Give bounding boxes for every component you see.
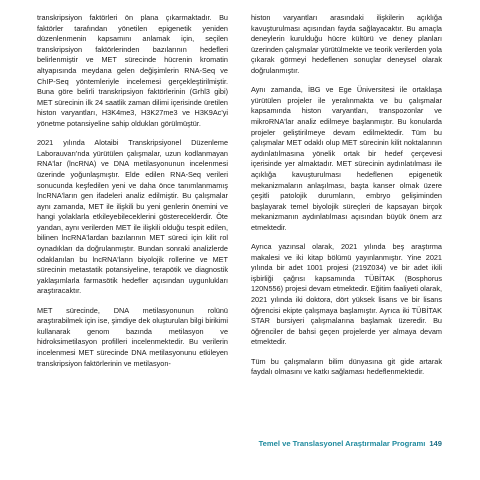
right-column — [251, 13, 442, 386]
page-number: 149 — [429, 439, 442, 448]
body-paragraph: 2021 yılında Alotaibi Transkripsiyonel Düzenleme Laborauvarı'nda yürütülen çalışmalar, uzun kodlanmayan RNA'lar (lncRNA) ve DNA metilasyonunun incelenmesi üzerinde yoğunlaşmıştır. Elde edilen RNA-Seq verileri sonucunda keşfedilen yeni ve daha önce tanımlanmamış lncRNA'ların gen ifadeleri analiz edilmiştir. Bu çalışmalar aynı zamanda, MET ile ilişkili bu yeni genlerin önemini ve hangi yolaklarla etkileyebileceklerini göstereceklerdir. Öte yandan, aynı verilerden MET ile ilişkili olduğu tespit edilen, bilinen lncRNA'lardan bazılarının MET süreci için kilit rol oynadıkları da doğrulanmıştır. Bundan sonraki analizlerde odaklanılan bu lncRNA'ların biyolojik rollerine ve MET sürecinin metastatik potansiyeline, terapötik ve diagnostik yaklaşımlarla farmasötik hedefler açısından uygunlukları araştıracaktır. — [37, 138, 228, 296]
body-paragraph: transkripsiyon faktörleri ön plana çıkarmaktadır. Bu faktörler tarafından yönetilen epigenetik yeniden düzenlenmenin kapsamını anlamak için, seçilen transkripsiyon faktörlerinden bazılarının hedefleri belirlenmiştir ve MET sürecinde hücrenin kromatin altyapısında meydana gelen değişimlerin RNA-Seq ve ChIP-Seq yöntemleriyle incelemesi gerçekleştirilmiştir. Buna göre belirli transkripsiyon faktörlerinin (Grhl3 gibi) MET sürecinin ilk 24 saatlik zaman dilimi içerisinde üretilen histon varyantları, H3K4me3, H3K27me3 ve H3K9Ac'yi yönetme potansiyeline sahip oldukları görülmüştür. — [37, 13, 228, 128]
body-paragraph: Tüm bu çalışmaların bilim dünyasına git gide artarak faydalı olmasını ve katkı sağlaması hedeflenmektedir. — [251, 356, 442, 377]
page-footer — [259, 439, 442, 448]
body-paragraph: histon varyantları arasındaki ilişkilerin açıklığa kavuşturulması açısından fayda sağlayacaktır. Bu amaçla deneylerin kurulduğu hücre kültürü ve deney planları üzerinden çalışmalar yürütülmekte ve teorik verilerden yola çıkarak görmeyi hedeflenen sonuçlar deneysel olarak doğrulanmıştır. — [251, 13, 442, 75]
body-paragraph: Ayrıca yazınsal olarak, 2021 yılında beş araştırma makalesi ve iki kitap bölümü yayınlanmıştır. Yine 2021 yılında bir adet 1001 projesi (219Z034) ve bir adet ikili işbirliği çağrısı kapsamında TÜBİTAK (Bosphorus 120N556) projesi devam etmektedir. Eğitim faaliyeti olarak, 2021 yılında iki doktora, dört yüksek lisans ve bir lisans öğrencisi ekipte çalışmaya başlamıştır. Ayrıca iki TÜBİTAK STAR bursiyeri çalışmalarına başlamak üzeredir. Bu öğrenciler de bahsi geçen projelerde yer almaya devam etmektedir. — [251, 242, 442, 347]
body-paragraph: MET sürecinde, DNA metilasyonunun rolünü araştırabilmek için ise, şimdiye dek oluşturulan bilgi birikimi kullanarak genom bazında metilasyon ve hidroksimetilasyon profilleri incelenmektedir. Bu verilerin incelenmesi MET sürecinde DNA metilasyonunu etkileyen transkripsiyon faktörlerinin ve metilasyon- — [37, 305, 228, 368]
body-paragraph: Aynı zamanda, İBG ve Ege Üniversitesi ile ortaklaşa yürütülen projeler ile yeralınmakta ve bu çalışmalar kapsamında histon varyantları, transpozonlar ve mikroRNA'lar analiz edilmeye başlanmıştır. Bu konularda projeler geliştirilmeye devam edilmektedir. Tüm bu çalışmalar MET odaklı olup MET sürecinin kilit noktalarının aydınlatılmasına yönelik ortak bir hedef çerçevesi içerisinde yer almaktadır. MET sürecinin aydınlatılması ile açıklığa kavuşturulması hedeflenen epigenetik mekanizmaların anlaşılması, başta kanser olmak üzere çeşitli patolojik durumların, embryo gelişiminden başlayarak temel biyolojik süreçleri de kapsayan birçok mekanizmanın aydınlatılması açısından büyük önem arz etmektedir. — [251, 85, 442, 232]
program-title: Temel ve Translasyonel Araştırmalar Programı — [258, 439, 426, 448]
left-column — [37, 13, 228, 378]
